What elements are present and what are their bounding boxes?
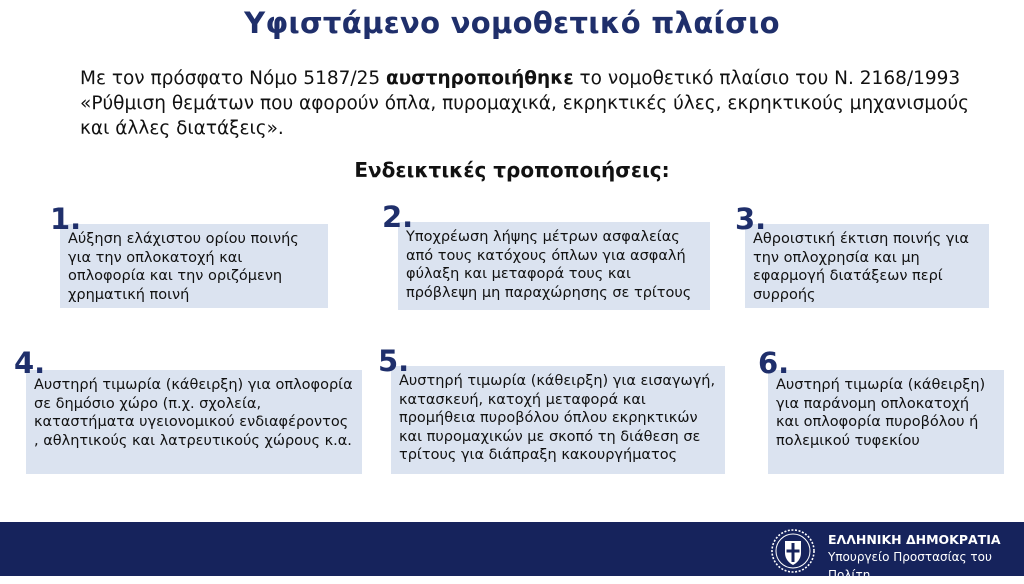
amendment-text-3: Αθροιστική έκτιση ποινής για την οπλοχρησία και μη εφαρμογή διατάξεων περί συρροής xyxy=(753,231,969,303)
greek-coat-of-arms-icon xyxy=(770,528,816,574)
intro-text-start: Με τον πρόσφατο Νόμο 5187/25 xyxy=(80,68,387,89)
amendment-box-2 xyxy=(398,222,710,310)
amendment-text-4: Αυστηρή τιμωρία (κάθειρξη) για οπλοφορία σε δημόσιο χώρο (π.χ. σχολεία, καταστήματα υγειονομικού ενδιαφέροντος , αθλητικούς και λατρευτικούς χώρους κ.α. xyxy=(34,377,353,449)
amendment-box-1 xyxy=(60,224,328,308)
amendment-number-4: 4. xyxy=(14,346,46,380)
intro-text-end: το νομοθετικό πλαίσιο του Ν. 2168/1993 «Ρύθμιση θεμάτων που αφορούν όπλα, πυρομαχικά, εκρηκτικές ύλες, εκρηκτικούς μηχανισμούς και άλλες διατάξεις». xyxy=(80,68,970,139)
intro-text-bold: αυστηροποιήθηκε xyxy=(386,68,574,89)
amendment-text-2: Υποχρέωση λήψης μέτρων ασφαλείας από τους κατόχους όπλων για ασφαλή φύλαξη και μεταφορά τους και πρόβλεψη μη παραχώρησης σε τρίτους xyxy=(406,229,692,301)
footer-org-block xyxy=(828,532,1024,584)
amendment-number-5: 5. xyxy=(378,344,410,378)
amendment-text-5: Αυστηρή τιμωρία (κάθειρξη) για εισαγωγή, κατασκευή, κατοχή μεταφορά και προμήθεια πυροβόλου όπλου εκρηκτικών και πυρομαχικών με σκοπό τη διάθεση σε τρίτους για διάπραξη κακουργήματος xyxy=(399,373,716,463)
slide-title: Υφιστάμενο νομοθετικό πλαίσιο xyxy=(244,6,780,40)
amendment-text-1: Αύξηση ελάχιστου ορίου ποινής για την οπλοκατοχή και οπλοφορία και την οριζόμενη χρηματική ποινή xyxy=(68,231,299,303)
amendment-box-5 xyxy=(391,366,725,474)
amendment-box-3 xyxy=(745,224,989,308)
footer-org-name: ΕΛΛΗΝΙΚΗ ΔΗΜΟΚΡΑΤΙΑ xyxy=(828,532,1001,547)
amendment-number-6: 6. xyxy=(758,346,790,380)
amendment-number-2: 2. xyxy=(382,200,414,234)
amendments-heading: Ενδεικτικές τροποποιήσεις: xyxy=(354,158,670,182)
amendment-number-1: 1. xyxy=(50,202,82,236)
intro-paragraph xyxy=(80,66,970,141)
amendment-box-6 xyxy=(768,370,1004,474)
amendment-number-3: 3. xyxy=(735,202,767,236)
amendment-box-4 xyxy=(26,370,362,474)
amendment-text-6: Αυστηρή τιμωρία (κάθειρξη) για παράνομη οπλοκατοχή και οπλοφορία πυροβόλου ή πολεμικού τυφεκίου xyxy=(776,377,986,449)
footer-ministry: Υπουργείο Προστασίας του Πολίτη xyxy=(828,550,992,582)
